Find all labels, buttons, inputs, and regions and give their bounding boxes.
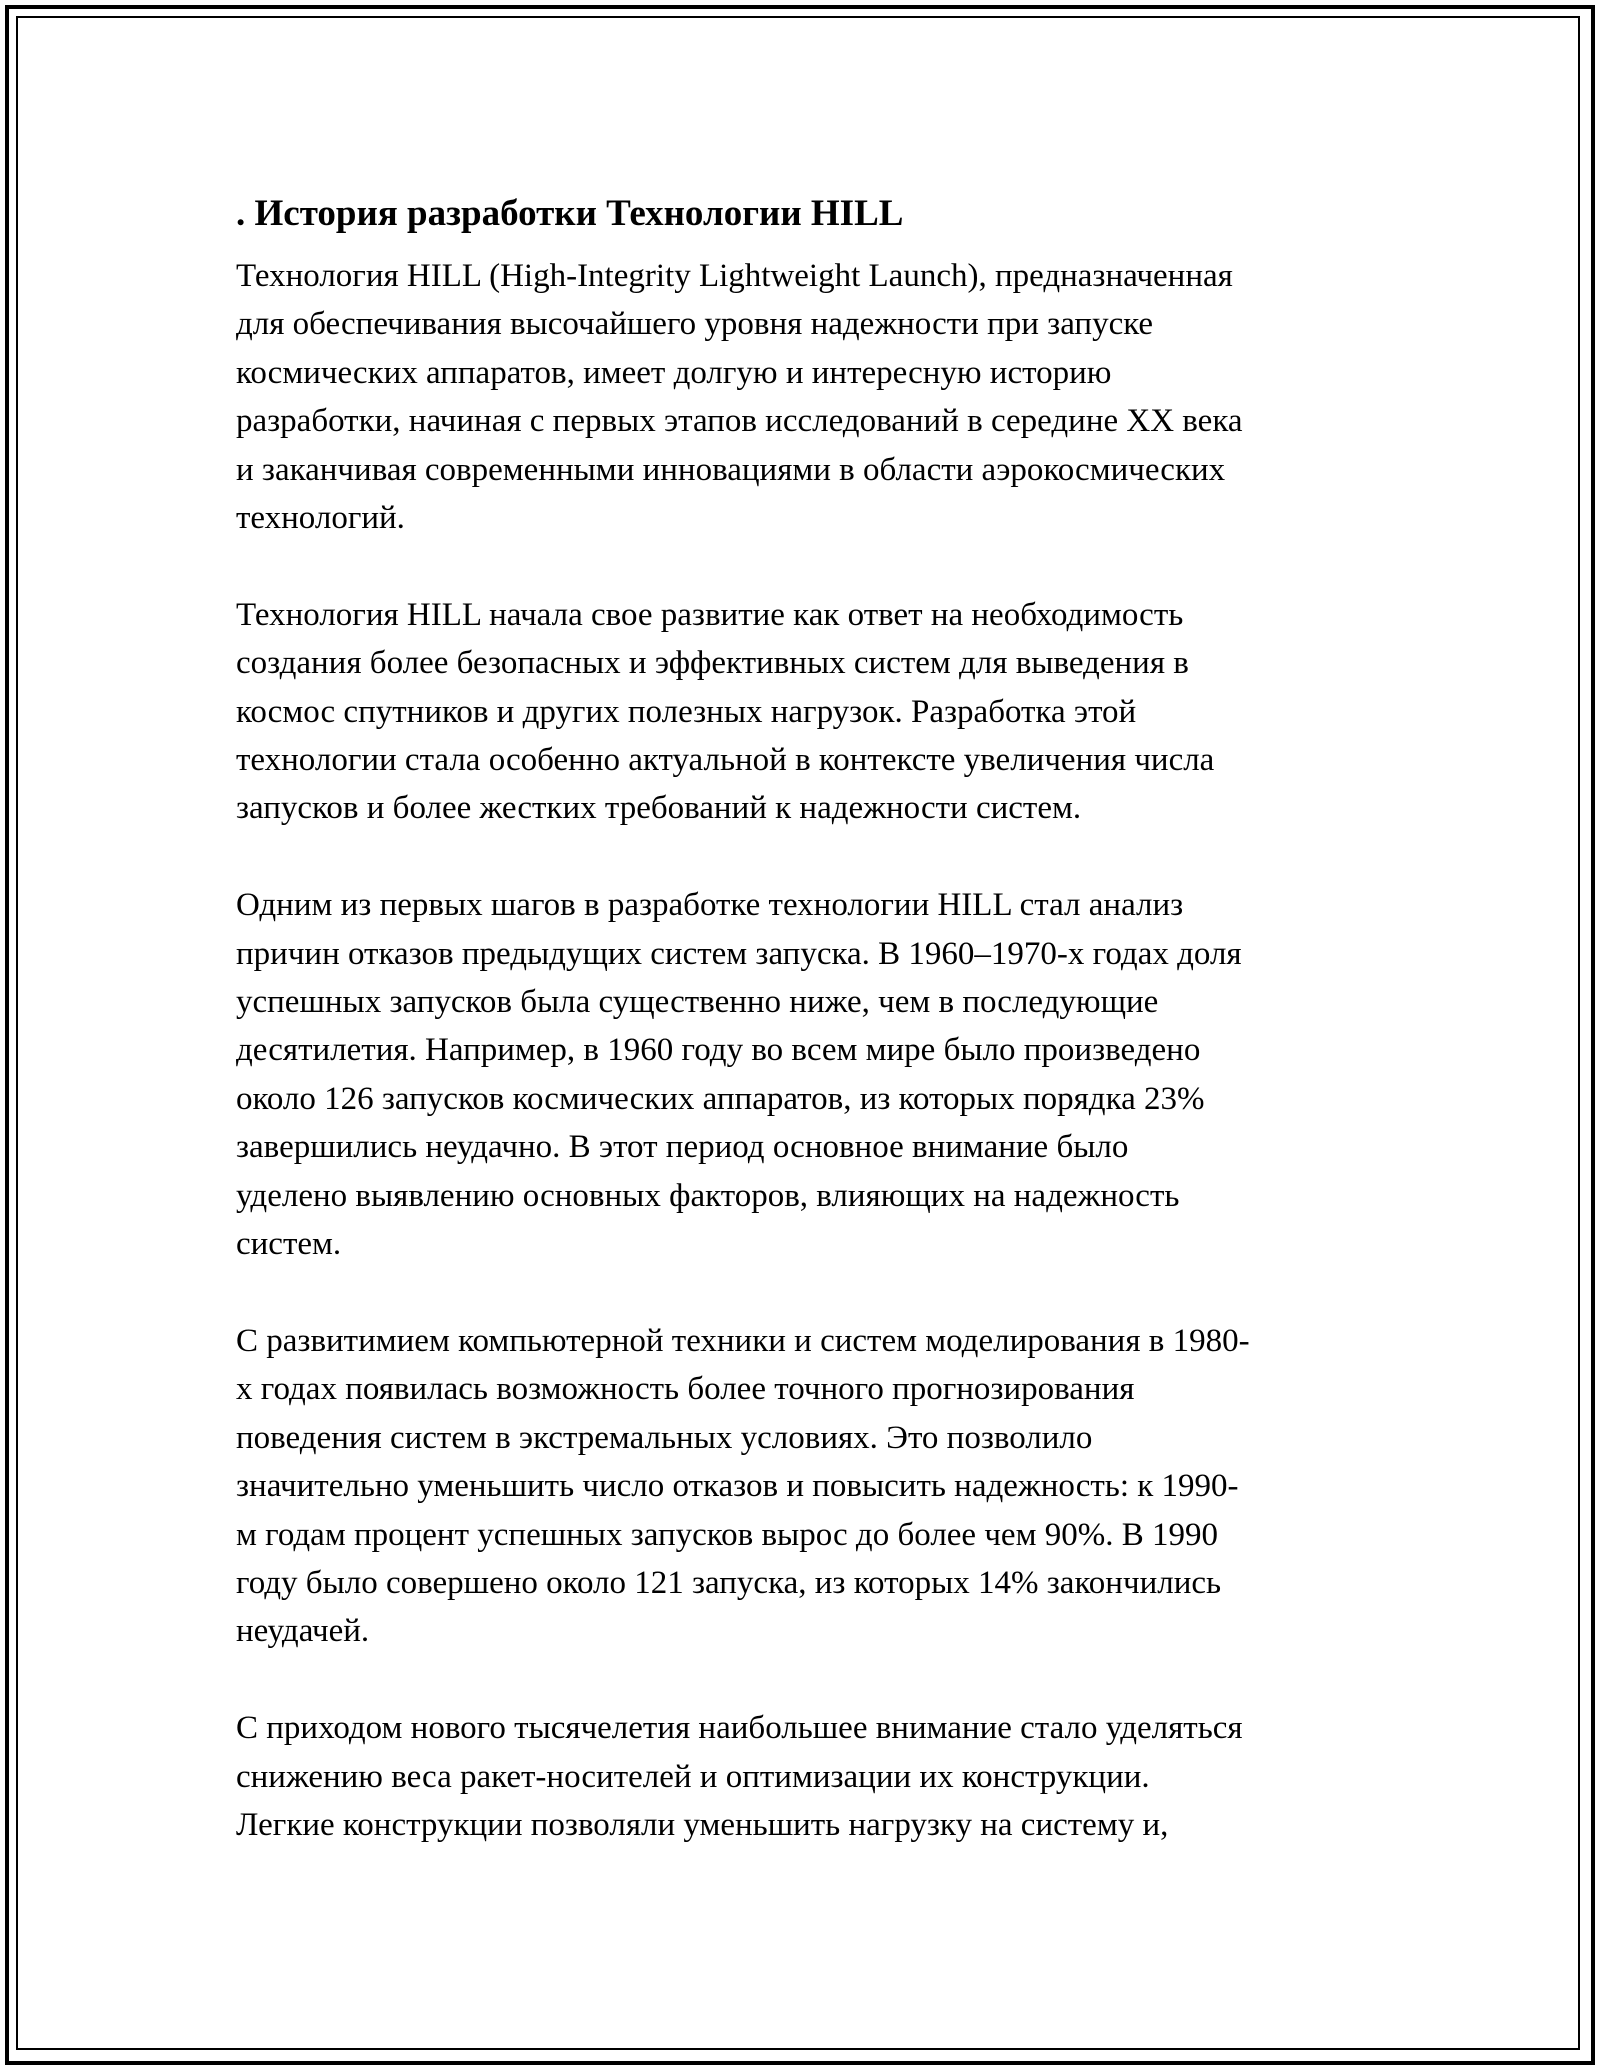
- text-line: успешных запусков была существенно ниже, чем в последующие: [236, 984, 1159, 1021]
- text-line: причин отказов предыдущих систем запуска. В 1960–1970-х годах доля: [236, 935, 1242, 972]
- text-line: Одним из первых шагов в разработке технологии HILL стал анализ: [236, 887, 1184, 924]
- text-line: Легкие конструкции позволяли уменьшить нагрузку на систему и,: [236, 1806, 1169, 1843]
- text-line: С приходом нового тысячелетия наибольшее внимание стало уделяться: [236, 1710, 1243, 1747]
- text-line: значительно уменьшить число отказов и повысить надежность: к 1990-: [236, 1468, 1239, 1505]
- text-line: Технология HILL начала свое развитие как ответ на необходимость: [236, 596, 1184, 633]
- text-line: Технология HILL (High-Integrity Lightweight Launch), предназначенная: [236, 258, 1233, 294]
- text-line: завершились неудачно. В этот период основное внимание было: [236, 1129, 1129, 1166]
- text-line: м годам процент успешных запусков вырос до более чем 90%. В 1990: [236, 1516, 1218, 1553]
- text-line: поведения систем в экстремальных условиях. Это позволило: [236, 1419, 1093, 1456]
- text-line: космических аппаратов, имеет долгую и интересную историю: [236, 354, 1112, 391]
- paragraph-modeling: [236, 1317, 1386, 1656]
- paragraph-new-millennium: [236, 1704, 1386, 1849]
- text-line: разработки, начиная с первых этапов исследований в середине XX века: [236, 403, 1243, 440]
- text-line: С развитимием компьютерной техники и систем моделирования в 1980-: [236, 1322, 1250, 1359]
- document-body: [236, 186, 1386, 1849]
- text-line: году было совершено около 121 запуска, из которых 14% закончились: [236, 1564, 1222, 1601]
- text-line: и заканчивая современными инновациями в области аэрокосмических: [236, 451, 1226, 488]
- text-line: создания более безопасных и эффективных систем для выведения в: [236, 645, 1189, 682]
- text-line: технологий.: [236, 500, 405, 537]
- text-line: снижению веса ракет-носителей и оптимизации их конструкции.: [236, 1758, 1150, 1795]
- text-line: х годах появилась возможность более точного прогнозирования: [236, 1371, 1135, 1408]
- text-line: запусков и более жестких требований к надежности систем.: [236, 790, 1082, 827]
- text-line: для обеспечивания высочайшего уровня надежности при запуске: [236, 306, 1154, 343]
- text-line: около 126 запусков космических аппаратов, из которых порядка 23%: [236, 1080, 1205, 1117]
- text-line: систем.: [236, 1226, 342, 1263]
- text-line: неудачей.: [236, 1613, 370, 1650]
- paragraph-intro: [236, 252, 1386, 542]
- text-line: уделено выявлению основных факторов, влияющих на надежность: [236, 1177, 1180, 1214]
- paragraph-early-analysis: [236, 881, 1386, 1268]
- text-line: космос спутников и других полезных нагрузок. Разработка этой: [236, 693, 1137, 730]
- section-heading: . История разработки Технологии HILL: [236, 193, 904, 234]
- text-line: десятилетия. Например, в 1960 году во всем мире было произведено: [236, 1032, 1201, 1069]
- text-line: технологии стала особенно актуальной в контексте увеличения числа: [236, 742, 1215, 779]
- paragraph-origins: [236, 591, 1386, 833]
